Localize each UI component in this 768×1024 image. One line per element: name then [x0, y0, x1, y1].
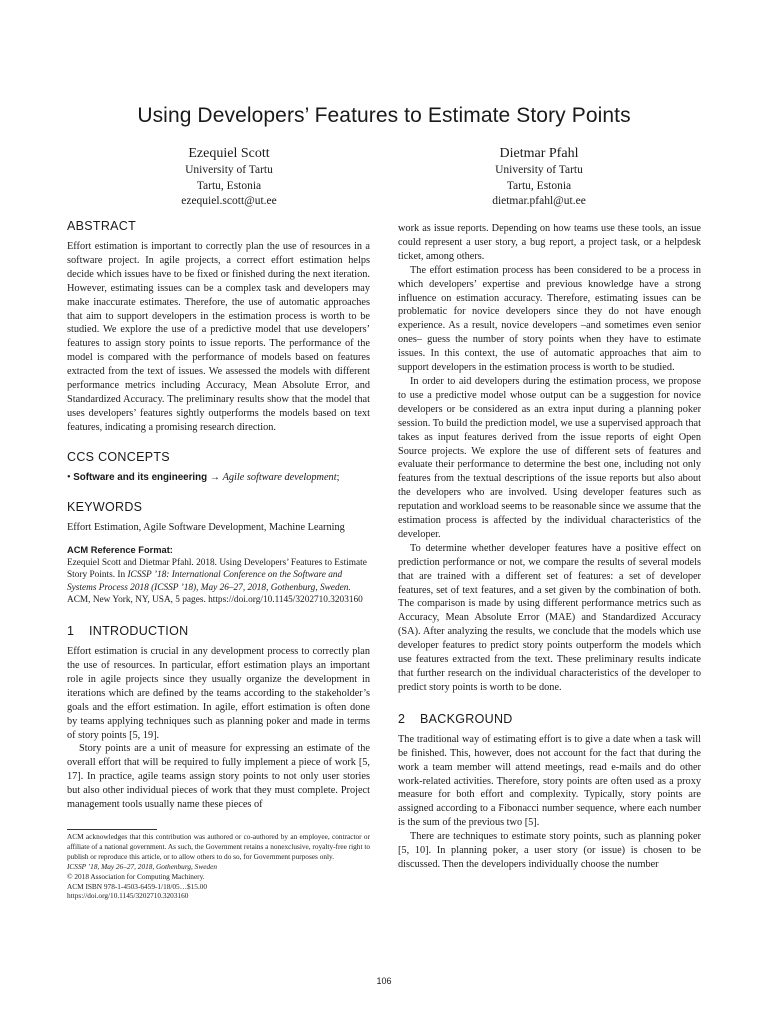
left-column — [67, 216, 370, 812]
reference-format-label: ACM Reference Format: — [67, 544, 173, 555]
keywords-text: Effort Estimation, Agile Software Development, Machine Learning — [67, 521, 345, 533]
author-affiliation: University of Tartu — [495, 164, 583, 176]
section-number: 2 — [398, 711, 406, 726]
intro-paragraph-2-continued: work as issue reports. Depending on how teams use these tools, an issue could represent a user story, a bug report, a project task, or a helpdesk ticket, among others. — [398, 223, 701, 262]
ccs-heading: CCS CONCEPTS — [67, 449, 170, 464]
footnote-line: https://doi.org/10.1145/3202710.3203160 — [67, 891, 189, 901]
ccs-concepts — [67, 471, 370, 485]
intro-paragraph-5: To determine whether developer features have a positive effect on prediction performance or not, we compare the results of several models that are trained with a different set of features: a set of developer features, set of text features, and a set given by the combination of both. The comparison is made by using different performance metrics such as Accuracy, Mean Absolute Error (MAE) and Standardized Accuracy (SA). After analyzing the results, we conclude that the models which use developer features to predict story points outperform the models which use features extracted from the text. These preliminary results indicate that further research on the individual characteristics of the developer to predict story points is worth to be done. — [398, 542, 701, 693]
section-title: BACKGROUND — [420, 711, 513, 726]
right-column — [398, 222, 701, 872]
ccs-category: Software and its engineering — [73, 471, 208, 483]
reference-venue: ICSSP ’18: International Conference on the Software and Systems Process 2018 (ICSSP ’18), May 26–27, 2018, Gothenburg, Sweden. — [67, 570, 351, 593]
reference-format-text — [67, 557, 370, 607]
ccs-arrow: → — [209, 471, 220, 483]
intro-paragraph-1: Effort estimation is crucial in any development process to correctly plan the use of resources. In particular, effort estimation plays an important role in agile projects since they usually organize the development in iterations which are defined by the teams according to the stakeholder’s goals and the effort estimation. In agile, effort estimation is often done by teams applying techniques such as planning poker and made in terms of story points [5, 19]. — [67, 646, 370, 741]
footnote-line: ACM ISBN 978-1-4503-6459-1/18/05…$15.00 — [67, 881, 208, 891]
ccs-end: ; — [336, 471, 340, 483]
page-number: 106 — [376, 976, 392, 986]
intro-paragraph-2: Story points are a unit of measure for expressing an estimate of the overall effort that will be required to fully implement a piece of work [5, 17]. In practice, agile teams assign story points to not only user stories but also other individual pieces of work that they must complete. Project management tools usually name these pieces of — [67, 743, 370, 811]
author-location: Tartu, Estonia — [506, 179, 572, 192]
background-heading — [398, 709, 701, 729]
reference-part-1: Ezequiel Scott and Dietmar Pfahl. 2018. Using Developers’ Features to Estimate Story Points. In — [67, 557, 367, 581]
author-affiliation: University of Tartu — [185, 164, 273, 176]
author-name: Dietmar Pfahl — [499, 146, 579, 161]
keywords-heading: KEYWORDS — [67, 499, 143, 514]
footnote-line: ACM acknowledges that this contribution was authored or co-authored by an employee, contractor or affiliate of a national government. As such, the Government retains a nonexclusive, royalty-free right to publish or reproduce this article, or to allow others to do so, for Government purposes only. — [67, 832, 370, 861]
reference-part-2: ACM, New York, NY, USA, 5 pages. https://doi.org/10.1145/3202710.3203160 — [67, 595, 363, 606]
author-email: ezequiel.scott@ut.ee — [181, 195, 277, 207]
section-number: 1 — [67, 624, 75, 639]
author-email: dietmar.pfahl@ut.ee — [492, 195, 586, 207]
ccs-bullet: • — [67, 471, 71, 483]
footnote-line: ICSSP ’18, May 26–27, 2018, Gothenburg, Sweden — [67, 861, 217, 871]
background-paragraph-2: There are techniques to estimate story points, such as planning poker [5, 10]. In planning poker, a user story (or issue) is chosen to be discussed. Then the developers individually choose the number — [398, 831, 701, 870]
author-block-2 — [409, 144, 669, 210]
copyright-footnote — [67, 832, 370, 901]
author-location: Tartu, Estonia — [196, 179, 262, 192]
paper-title: Using Developers’ Features to Estimate Story Points — [137, 104, 631, 127]
author-block-1 — [99, 144, 359, 210]
footnote-line: © 2018 Association for Computing Machinery. — [67, 871, 205, 881]
abstract-text: Effort estimation is important to correctly plan the use of resources in a software project. In agile projects, a correct effort estimation helps decide which issues have to be fixed or finished during the next iteration. However, estimating issues can be a complex task and developers may make inaccurate estimates. Therefore, the use of automatic approaches that aim to support developers in the estimation process is worth to be studied. We explore the use of a predictive model that use developers’ features to assign story points to issue reports. The performance of the model is compared with the performance of models based on features extracted from the text of issues. We assessed the models with different performance metrics including Accuracy, Mean Absolute Error, and Standardized Accuracy. The preliminary results show that the model that uses developers’ features sightly outperforms the models based on text features, indicating a promising research direction. — [67, 241, 370, 433]
section-title: INTRODUCTION — [89, 624, 189, 639]
author-name: Ezequiel Scott — [188, 146, 270, 161]
intro-paragraph-3: The effort estimation process has been considered to be a process in which developers’ expertise and previous knowledge have a strong influence on estimation accuracy. Therefore, estimating issues can be problematic for novice developers since they do not have enough experience. As a result, novice developers –and sometimes even senior ones– guess the number of story points when they have to estimate issues. In this context, the use of automatic approaches that aim to support developers in the estimation process is worth to be studied. — [398, 264, 701, 374]
introduction-heading — [67, 621, 370, 641]
footnote-rule — [67, 829, 157, 830]
background-paragraph-1: The traditional way of estimating effort is to give a date when a task will be finished. This, however, does not account for the fact that during the work a team member will attend meetings, read e-mails and do other work-related activities. Therefore, story points are often used as a proxy measure for both effort and complexity. Typically, story points are assigned according to a Fibonacci number sequence, where each number is the sum of the previous two [5]. — [398, 733, 701, 829]
abstract-heading: ABSTRACT — [67, 219, 137, 233]
ccs-subcategory: Agile software development — [222, 471, 337, 483]
intro-paragraph-4: In order to aid developers during the estimation process, we propose to use a predictive model whose output can be a suggestion for novice developers or be considered as an extra input during a planning poker session. To build the prediction model, we use a supervised approach that takes as input features derived from the issue reports of eight Open Source projects. We explore the use of different sets of features and evaluate their performance to determine the best one, including not only features from the textual descriptions of the issue reports but also about the developers who are involved. Using developer features such as reputation and workload seems to be reasonable since we assume that the estimation process is affected by the individual characteristics of the developer. — [398, 375, 701, 540]
